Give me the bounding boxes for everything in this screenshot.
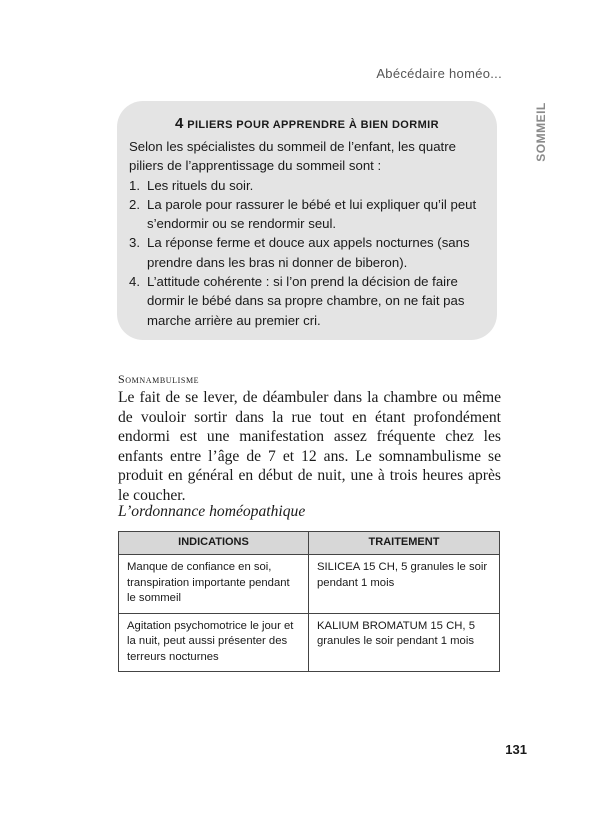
- page-number: 131: [505, 742, 527, 757]
- tip-box-intro: Selon les spécialistes du sommeil de l’enfant, les quatre piliers de l’apprentissage du sommeil sont :: [129, 139, 456, 174]
- list-item-text: Les rituels du soir.: [147, 177, 254, 193]
- list-item-text: L’attitude cohérente : si l’on prend la décision de faire dormir le bébé dans sa propre chambre, on ne fait pas marche arrière au premier cri.: [147, 274, 465, 328]
- tip-box-title: [129, 115, 485, 134]
- list-item-number: 1.: [129, 177, 140, 193]
- table-cell: KALIUM BROMATUM 15 CH, 5 granules le soir pendant 1 mois: [309, 613, 500, 672]
- section-heading: Somnambulisme: [118, 372, 200, 386]
- list-item-number: 4.: [129, 274, 140, 290]
- table-row: [119, 555, 500, 614]
- tip-box: [117, 101, 497, 340]
- running-head: Abécédaire homéo...: [376, 66, 502, 81]
- section-paragraph: Le fait de se lever, de déambuler dans la chambre ou même de vouloir sortir dans la rue tout en étant profondément endormi est une manifestation assez fréquente chez les enfants entre l’âge de 7 et 12 ans. Le somnambulisme se produit en général en début de nuit, une à trois heures après le coucher.: [118, 389, 501, 504]
- list-item: [129, 233, 485, 272]
- prescription-table: [118, 531, 500, 672]
- list-item-text: La parole pour rassurer le bébé et lui expliquer qu’il peut s’endormir ou se rendormir seul.: [147, 196, 477, 232]
- table-row: [119, 613, 500, 672]
- column-header-traitement: TRAITEMENT: [309, 532, 500, 555]
- list-item: [129, 272, 485, 330]
- list-item-text: La réponse ferme et douce aux appels nocturnes (sans prendre dans les bras ni donner de biberon).: [147, 235, 470, 270]
- chapter-tab: [530, 92, 552, 172]
- tip-box-title-number: 4: [175, 115, 184, 132]
- list-item: [129, 195, 485, 234]
- tip-box-list: [129, 176, 485, 330]
- column-header-indications: INDICATIONS: [119, 532, 309, 555]
- table-header-row: [119, 532, 500, 555]
- chapter-tab-label: SOMMEIL: [534, 102, 548, 162]
- list-item-number: 2.: [129, 196, 140, 212]
- tip-box-title-text: PILIERS POUR APPRENDRE À BIEN DORMIR: [187, 119, 439, 131]
- table-cell: SILICEA 15 CH, 5 granules le soir pendant 1 mois: [309, 555, 500, 614]
- ordonnance-title: L’ordonnance homéopathique: [118, 503, 306, 520]
- table-cell: Agitation psychomotrice le jour et la nuit, peut aussi présenter des terreurs nocturnes: [119, 613, 309, 672]
- table-cell: Manque de confiance en soi, transpiration importante pendant le sommeil: [119, 555, 309, 614]
- list-item: [129, 176, 485, 195]
- list-item-number: 3.: [129, 235, 140, 251]
